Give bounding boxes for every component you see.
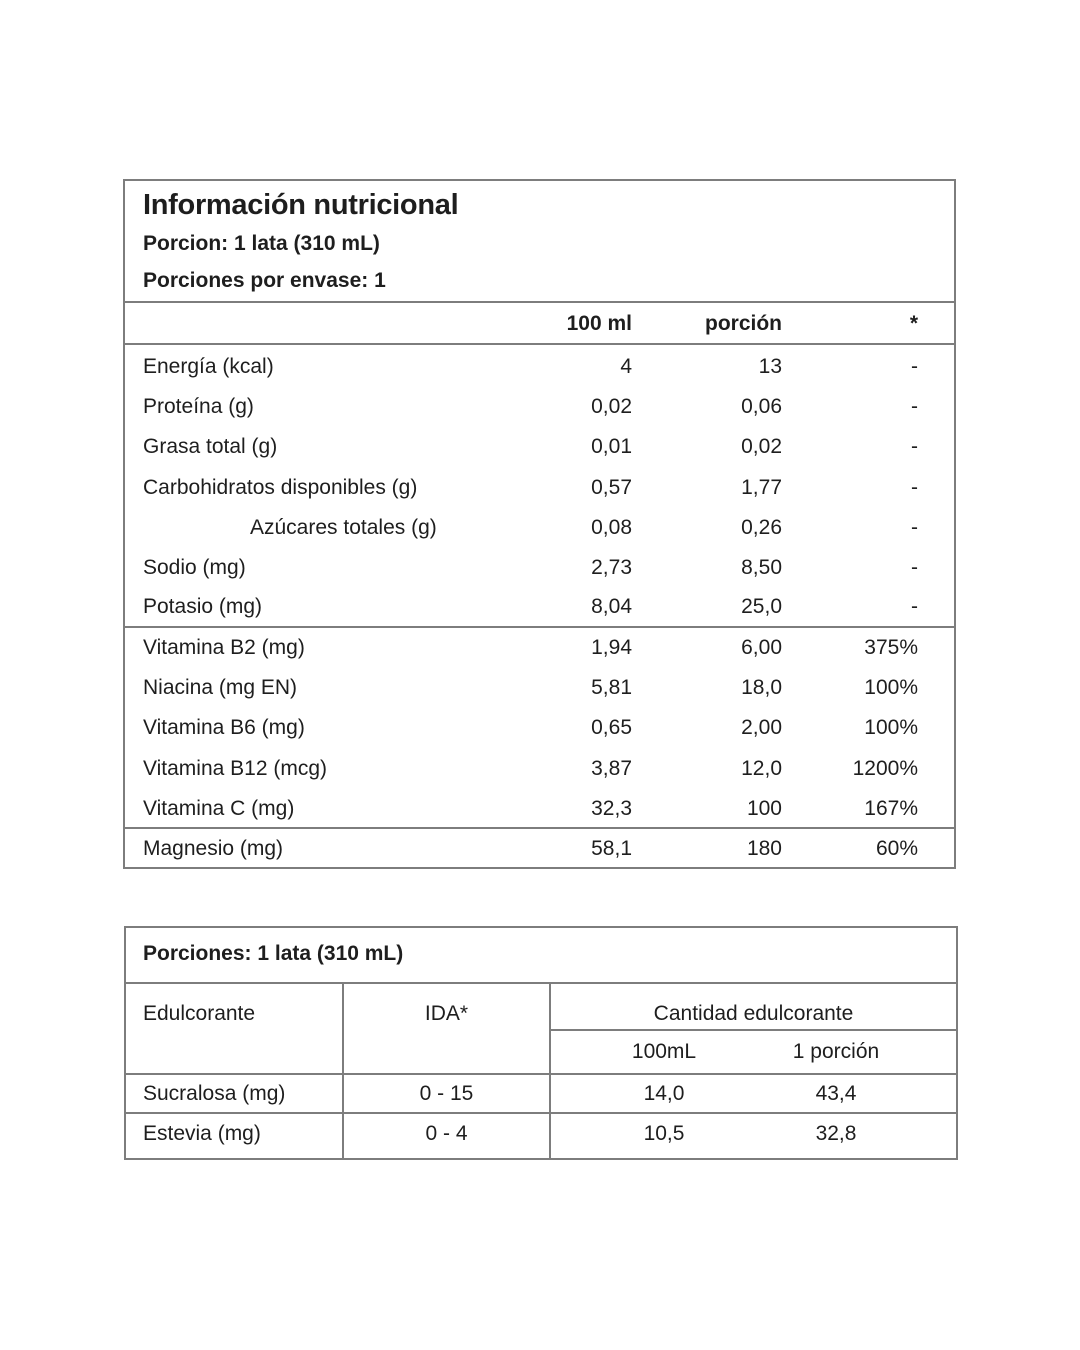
value-portion: 180 [746, 837, 782, 860]
subheader-divider [549, 1029, 956, 1031]
value-pct: - [911, 476, 918, 499]
value-per100: 1,94 [591, 636, 632, 659]
sweetener-table [124, 926, 958, 1160]
table-row [125, 548, 954, 588]
value-pct: 1200% [852, 757, 918, 780]
value-per100: 58,1 [591, 837, 632, 860]
value-pct: - [911, 556, 918, 579]
header-per100: 100mL [631, 1040, 697, 1063]
value-portion: 0,26 [741, 516, 782, 539]
nutrient-name: Magnesio (mg) [143, 837, 284, 860]
sweetener-ida: 0 - 15 [419, 1082, 474, 1105]
header-divider [126, 982, 956, 984]
sweetener-name: Estevia (mg) [143, 1122, 261, 1145]
nutrient-name: Grasa total (g) [143, 435, 278, 458]
value-pct: 375% [864, 636, 918, 659]
value-pct: 167% [864, 797, 918, 820]
table-row [125, 628, 954, 668]
nutrient-name: Niacina (mg EN) [143, 676, 298, 699]
value-portion: 0,02 [741, 435, 782, 458]
table-row [125, 708, 954, 748]
sweetener-ida: 0 - 4 [425, 1122, 468, 1145]
row-divider [126, 1112, 956, 1114]
table-row [125, 749, 954, 789]
table-row [125, 468, 954, 508]
nutrient-name: Energía (kcal) [143, 355, 274, 378]
value-per100: 5,81 [591, 676, 632, 699]
value-pct: 100% [864, 676, 918, 699]
sweetener-title: Porciones: 1 lata (310 mL) [143, 942, 404, 965]
sweetener-portion: 32,8 [815, 1122, 857, 1145]
header-amount: Cantidad edulcorante [653, 1002, 854, 1025]
value-portion: 18,0 [741, 676, 782, 699]
value-pct: - [911, 355, 918, 378]
header-ida: IDA* [424, 1002, 469, 1025]
nutrient-name: Vitamina B2 (mg) [143, 636, 305, 659]
nutrient-name: Vitamina B6 (mg) [143, 716, 305, 739]
nutrition-column-header [125, 303, 954, 345]
sweetener-per100: 14,0 [643, 1082, 685, 1105]
sweetener-name: Sucralosa (mg) [143, 1082, 286, 1105]
table-row [125, 587, 954, 627]
servings-per-container: Porciones por envase: 1 [143, 269, 386, 292]
value-portion: 100 [746, 797, 782, 820]
value-per100: 0,57 [591, 476, 632, 499]
column-portion: porción [705, 312, 782, 335]
value-pct: - [911, 435, 918, 458]
value-pct: - [911, 595, 918, 618]
value-per100: 3,87 [591, 757, 632, 780]
value-pct: - [911, 395, 918, 418]
value-per100: 32,3 [591, 797, 632, 820]
value-per100: 0,65 [591, 716, 632, 739]
value-pct: - [911, 516, 918, 539]
value-pct: 100% [864, 716, 918, 739]
nutrition-table [123, 179, 956, 869]
table-row [125, 347, 954, 387]
value-per100: 0,01 [591, 435, 632, 458]
table-row [125, 387, 954, 427]
value-per100: 8,04 [591, 595, 632, 618]
value-per100: 2,73 [591, 556, 632, 579]
value-per100: 0,08 [591, 516, 632, 539]
column-per100: 100 ml [566, 312, 632, 335]
value-portion: 0,06 [741, 395, 782, 418]
value-portion: 8,50 [741, 556, 782, 579]
value-portion: 25,0 [741, 595, 782, 618]
serving-size: Porcion: 1 lata (310 mL) [143, 232, 380, 255]
value-portion: 12,0 [741, 757, 782, 780]
nutrient-name: Carbohidratos disponibles (g) [143, 476, 418, 499]
nutrient-name: Sodio (mg) [143, 556, 246, 579]
table-row [125, 789, 954, 829]
sweetener-per100: 10,5 [643, 1122, 685, 1145]
value-pct: 60% [875, 837, 918, 860]
nutrient-name: Potasio (mg) [143, 595, 263, 618]
header-bottom-divider [126, 1073, 956, 1075]
table-row [125, 427, 954, 467]
nutrient-name: Vitamina C (mg) [143, 797, 295, 820]
header-portion: 1 porción [792, 1040, 880, 1063]
nutrient-name: Proteína (g) [143, 395, 254, 418]
value-portion: 6,00 [741, 636, 782, 659]
nutrition-header [125, 181, 954, 303]
table-row [125, 829, 954, 869]
nutrition-title: Información nutricional [143, 189, 459, 221]
table-row [125, 508, 954, 548]
nutrient-name: Vitamina B12 (mcg) [143, 757, 328, 780]
sweetener-portion: 43,4 [815, 1082, 857, 1105]
column-pct: * [909, 312, 918, 335]
header-sweetener: Edulcorante [143, 1002, 256, 1025]
value-portion: 1,77 [741, 476, 782, 499]
value-per100: 4 [620, 355, 632, 378]
value-portion: 2,00 [741, 716, 782, 739]
table-row [125, 668, 954, 708]
nutrient-name: Azúcares totales (g) [250, 516, 437, 539]
value-per100: 0,02 [591, 395, 632, 418]
value-portion: 13 [758, 355, 782, 378]
